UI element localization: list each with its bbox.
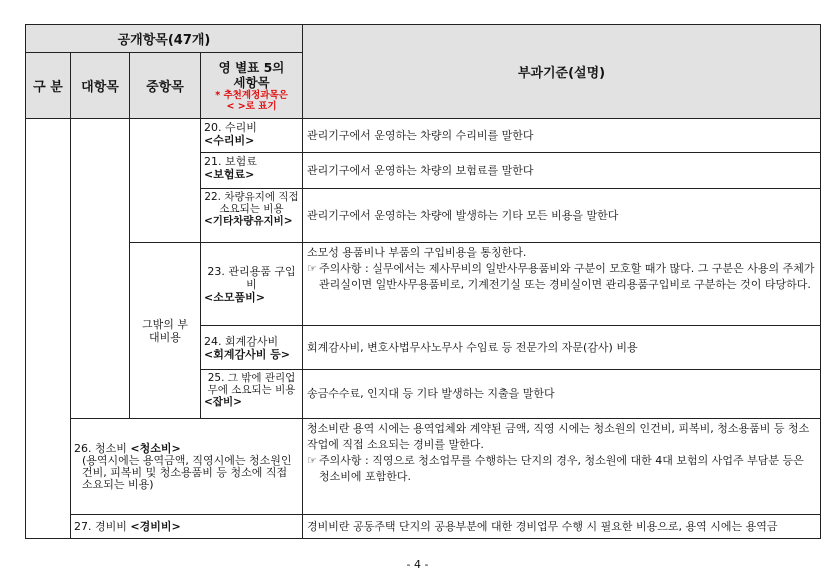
row-26-name: 26. 청소비 [74, 442, 127, 455]
row-23-sub-account: <소모품비> [204, 290, 265, 304]
row-23-desc-text: 소모성 용품비나 부품의 구입비용을 통칭한다. [307, 246, 527, 259]
row-21-desc [302, 152, 821, 189]
row-21-sub-name: 21. 보험료 [204, 155, 257, 168]
header-sub [200, 52, 303, 119]
row-27-account: <경비비> [130, 520, 181, 533]
row-24-desc [302, 325, 821, 370]
row-22-sub-name: 22. 차량유지에 직접 소요되는 비용 [204, 191, 299, 215]
row-27-desc [302, 514, 821, 539]
row-26-item [70, 418, 303, 515]
row-27-item [70, 514, 303, 539]
header-group-title-text: 공개항목(47개) [117, 33, 211, 48]
row-23-sub [200, 242, 303, 326]
header-desc [302, 24, 821, 119]
row-25-desc [302, 369, 821, 419]
row-22-desc [302, 188, 821, 243]
row-20-desc [302, 118, 821, 153]
page-number: - 4 - [406, 558, 429, 571]
row-20-sub-account: <수리비> [204, 134, 255, 147]
header-desc-text: 부과기준(설명) [517, 66, 606, 81]
row-25-desc-text: 송금수수료, 인지대 등 기타 발생하는 지출을 말한다 [307, 387, 555, 400]
major-cell [70, 118, 130, 419]
header-sub-note-2: < >로 표기 [226, 100, 277, 112]
header-middle [129, 52, 201, 119]
row-25-sub-name: 25. 그 밖에 관리업무에 소요되는 비용 [207, 372, 296, 396]
row-21-sub-account: <보험료> [204, 168, 255, 181]
row-22-desc-text: 관리기구에서 운영하는 차량에 발생하는 기타 모든 비용을 말한다 [307, 208, 619, 222]
header-major-text: 대항목 [81, 80, 119, 95]
row-26-detail: (용역시에는 용역금액, 직영시에는 청소원인건비, 피복비 및 청소용품비 등 청소에 직접 소요되는 비용) [82, 454, 292, 491]
note-pointer-icon: ☞ [307, 262, 317, 275]
middle-cell-etc [129, 242, 201, 419]
row-26-account: <청소비> [130, 442, 181, 455]
header-gubun [25, 52, 71, 119]
row-22-sub [200, 188, 303, 243]
row-26-desc-text: 청소비란 용역 시에는 용역업체와 계약된 금액, 직영 시에는 청소원의 인건비, 피복비, 청소용품비 등 청소작업에 직접 소요되는 경비를 말한다. [307, 422, 810, 451]
row-22-sub-account: <기타차량유지비> [204, 215, 293, 227]
row-27-desc-text: 경비비란 공동주택 단지의 공용부분에 대한 경비업무 수행 시 필요한 비용으로, 용역 시에는 용역금 [307, 519, 778, 533]
row-24-desc-text: 회계감사비, 변호사법무사노무사 수임료 등 전문가의 자문(감사) 비용 [307, 340, 638, 354]
row-20-sub [200, 118, 303, 153]
row-23-desc [302, 242, 821, 326]
row-23-note-text: 주의사항 : 실무에서는 제사무비의 일반사무용품비와 구분이 모호할 때가 많다. 그 구분은 사용의 주체가 관리실이면 일반사무용품비로, 기계전기실 또는 경비실이면 관리용품구입비로 구분하는 것이 타당하다. [319, 262, 815, 291]
row-26-desc [302, 418, 821, 515]
middle-cell-vehicle [129, 118, 201, 243]
row-24-sub-name: 24. 회계감사비 [204, 334, 279, 348]
header-group-title [25, 24, 303, 53]
row-25-sub-account: <잡비> [204, 396, 242, 408]
gubun-cell [25, 118, 71, 539]
row-20-desc-text: 관리기구에서 운영하는 차량의 수리비를 말한다 [307, 128, 534, 142]
row-23-sub-name: 23. 관리용품 구입비 [207, 264, 296, 291]
row-24-sub-account: <회계감사비 등> [204, 347, 291, 361]
row-21-desc-text: 관리기구에서 운영하는 차량의 보험료를 말한다 [307, 163, 534, 177]
row-21-sub [200, 152, 303, 189]
row-25-sub [200, 369, 303, 419]
header-sub-title: 영 별표 5의 세항목 [218, 59, 285, 90]
header-gubun-text: 구 분 [33, 80, 63, 95]
header-middle-text: 중항목 [146, 80, 184, 95]
header-major [70, 52, 130, 119]
middle-group-label: 그밖의 부대비용 [141, 317, 188, 344]
row-24-sub [200, 325, 303, 370]
row-27-name: 27. 경비비 [74, 520, 127, 533]
note-pointer-icon: ☞ [307, 454, 317, 467]
row-20-sub-name: 20. 수리비 [204, 121, 257, 134]
row-26-note-text: 주의사항 : 직영으로 청소업무를 수행하는 단지의 경우, 청소원에 대한 4대 보험의 사업주 부담분 등은 청소비에 포함한다. [319, 454, 804, 483]
header-sub-note-1: * 추천계정과목은 [215, 89, 288, 101]
